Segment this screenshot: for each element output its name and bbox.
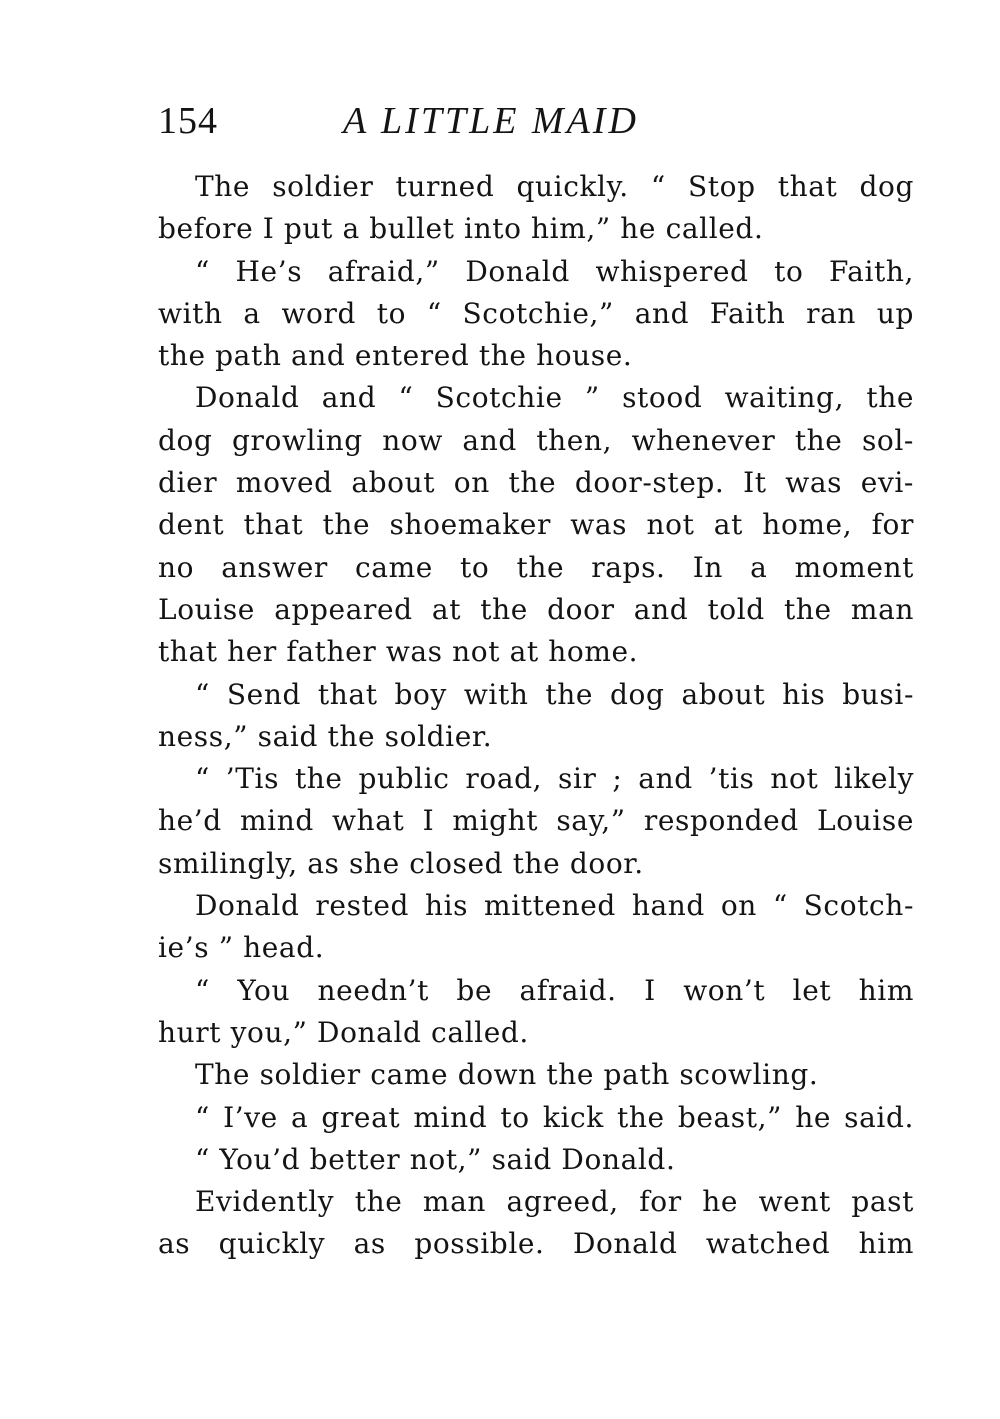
text-line: The soldier turned quickly. “ Stop that dog [195,170,914,203]
text-line: “ ’Tis the public road, sir ; and ’tis not likely [195,762,914,796]
text-line: “ You’d better not,” said Donald. [195,1142,676,1176]
text-line: “ You needn’t be afraid. I won’t let him [195,973,914,1007]
text-line: with a word to “ Scotchie,” and Faith ran up [158,296,914,330]
text-line: dent that the shoemaker was not at home, for [158,508,914,542]
text-line: smilingly, as she closed the door. [158,846,644,880]
text-line: ness,” said the soldier. [158,719,493,753]
text-line: the path and entered the house. [158,339,633,373]
body-text [158,166,914,1266]
page-number: 154 [158,100,218,142]
running-head [158,96,918,146]
text-line: ie’s ” head. [158,931,325,965]
text-line: “ He’s afraid,” Donald whispered to Faith, [195,254,914,288]
text-line: no answer came to the raps. In a moment [158,550,914,584]
text-line: Donald and “ Scotchie ” stood waiting, the [195,381,914,415]
text-line: “ I’ve a great mind to kick the beast,” he said. [195,1100,914,1134]
text-line: he’d mind what I might say,” responded Louise [158,804,914,838]
text-line: before I put a bullet into him,” he called. [158,212,764,246]
text-line: Evidently the man agreed, for he went past [195,1185,914,1219]
text-line: as quickly as possible. Donald watched him [158,1227,914,1261]
running-title: A LITTLE MAID [343,100,639,142]
text-line: that her father was not at home. [158,635,639,669]
text-line: dog growling now and then, whenever the sol- [158,423,914,457]
text-line: “ Send that boy with the dog about his busi- [195,677,914,711]
text-line: The soldier came down the path scowling. [195,1058,819,1092]
text-line: dier moved about on the door-step. It was evi- [158,466,914,500]
text-line: Louise appeared at the door and told the man [158,592,914,626]
text-line: Donald rested his mittened hand on “ Scotch- [195,889,914,923]
text-line: hurt you,” Donald called. [158,1015,529,1049]
